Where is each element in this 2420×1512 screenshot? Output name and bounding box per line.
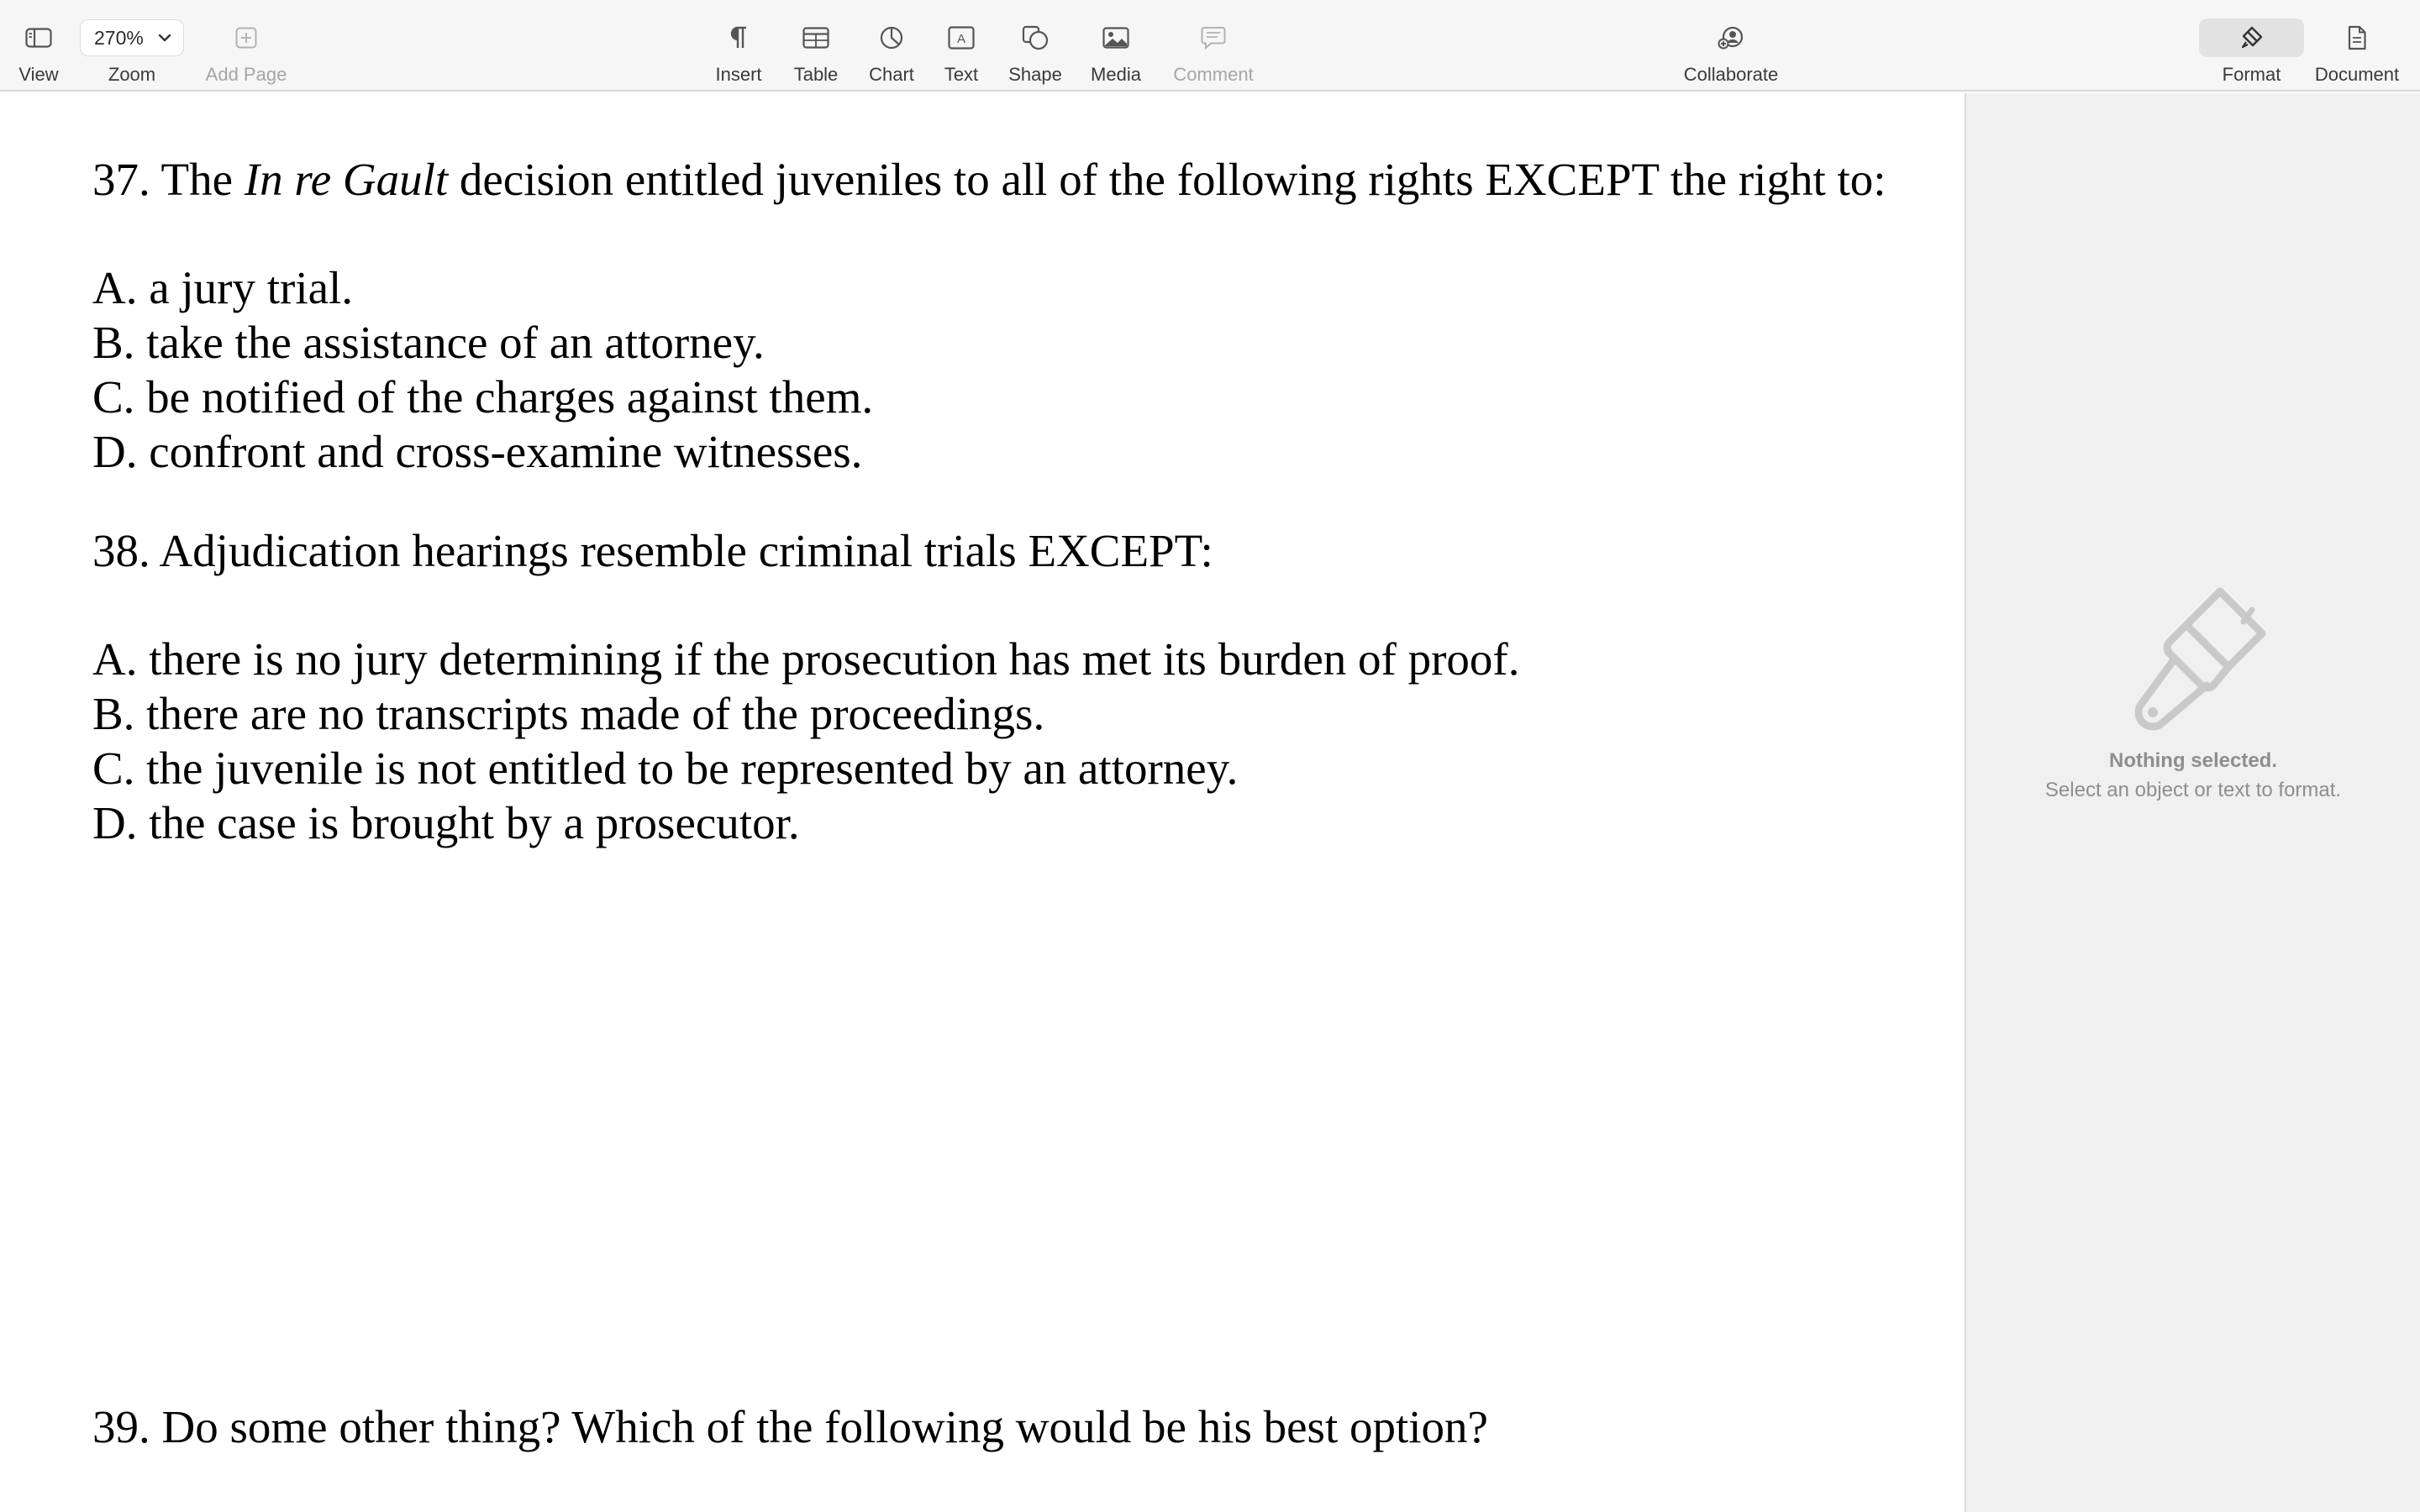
- shape-label: Shape: [1008, 64, 1062, 85]
- question-39-partial[interactable]: 39. Do some other thing? Which of the following would be his best option?: [92, 1401, 1488, 1452]
- shape-icon: [1018, 22, 1052, 54]
- zoom-control[interactable]: [80, 0, 184, 92]
- question-37-case-name: In re Gault: [244, 154, 449, 205]
- document-button[interactable]: [2311, 0, 2403, 92]
- spacer: [92, 479, 1941, 523]
- text-button[interactable]: [939, 0, 983, 92]
- format-button[interactable]: [2199, 0, 2304, 92]
- chart-label: Chart: [869, 64, 914, 85]
- q37-option-c[interactable]: C. be notified of the charges against them.: [92, 371, 874, 423]
- add-page-button[interactable]: [202, 0, 291, 92]
- add-page-label: Add Page: [205, 64, 287, 85]
- comment-icon: [1197, 22, 1230, 54]
- comment-label: Comment: [1173, 64, 1254, 85]
- insert-label: Insert: [715, 64, 762, 85]
- spacer: [92, 578, 1941, 632]
- nothing-selected-subtitle: Select an object or text to format.: [2044, 779, 2342, 801]
- insert-button[interactable]: [711, 0, 766, 92]
- chart-button[interactable]: [866, 0, 917, 92]
- collaborate-label: Collaborate: [1683, 64, 1779, 85]
- q37-option-b[interactable]: B. take the assistance of an attorney.: [92, 317, 765, 368]
- table-icon: [799, 22, 833, 54]
- document-label: Document: [2314, 64, 2400, 85]
- document-canvas[interactable]: [0, 93, 1965, 1512]
- question-37-suffix: decision entitled juveniles to all of the following rights EXCEPT the right to:: [448, 154, 1886, 205]
- text-label: Text: [944, 64, 979, 85]
- document-body[interactable]: [92, 152, 1941, 850]
- text-box-icon: [944, 22, 978, 54]
- toolbar: [0, 0, 2420, 92]
- collaborate-button[interactable]: [1676, 0, 1786, 92]
- q38-option-a[interactable]: A. there is no jury determining if the prosecution has met its burden of proof.: [92, 633, 1520, 685]
- table-button[interactable]: [790, 0, 842, 92]
- view-label: View: [18, 64, 59, 85]
- question-37[interactable]: [92, 152, 1941, 207]
- shape-button[interactable]: [1005, 0, 1065, 92]
- sidebar-icon: [22, 22, 55, 54]
- pie-chart-icon: [875, 22, 908, 54]
- media-label: Media: [1091, 64, 1141, 85]
- question-38[interactable]: 38. Adjudication hearings resemble criminal trials EXCEPT:: [92, 525, 1213, 576]
- svg-text:A: A: [956, 32, 966, 46]
- zoom-value: 270%: [94, 26, 144, 49]
- q38-option-b[interactable]: B. there are no transcripts made of the proceedings.: [92, 688, 1045, 739]
- zoom-select[interactable]: [80, 19, 184, 56]
- table-label: Table: [793, 64, 839, 85]
- q37-option-d[interactable]: D. confront and cross-examine witnesses.: [92, 426, 863, 477]
- question-37-prefix: 37. The: [92, 154, 245, 205]
- format-inspector: [1965, 93, 2420, 1512]
- nothing-selected-title: Nothing selected.: [2108, 749, 2278, 772]
- pilcrow-icon: [722, 22, 755, 54]
- q38-option-d[interactable]: D. the case is brought by a prosecutor.: [92, 797, 800, 848]
- spacer: [92, 207, 1941, 260]
- chevron-down-icon: [158, 34, 171, 42]
- zoom-label: Zoom: [108, 64, 156, 85]
- format-label: Format: [2222, 64, 2281, 85]
- paintbrush-icon: [2235, 22, 2269, 54]
- collaborate-icon: [1714, 22, 1748, 54]
- view-button[interactable]: [8, 0, 69, 92]
- image-icon: [1099, 22, 1133, 54]
- document-icon: [2340, 22, 2374, 54]
- add-page-icon: [229, 22, 263, 54]
- paintbrush-icon: [2126, 585, 2270, 740]
- media-button[interactable]: [1087, 0, 1144, 92]
- q37-option-a[interactable]: A. a jury trial.: [92, 262, 354, 313]
- q38-option-c[interactable]: C. the juvenile is not entitled to be represented by an attorney.: [92, 743, 1239, 794]
- comment-button[interactable]: [1169, 0, 1258, 92]
